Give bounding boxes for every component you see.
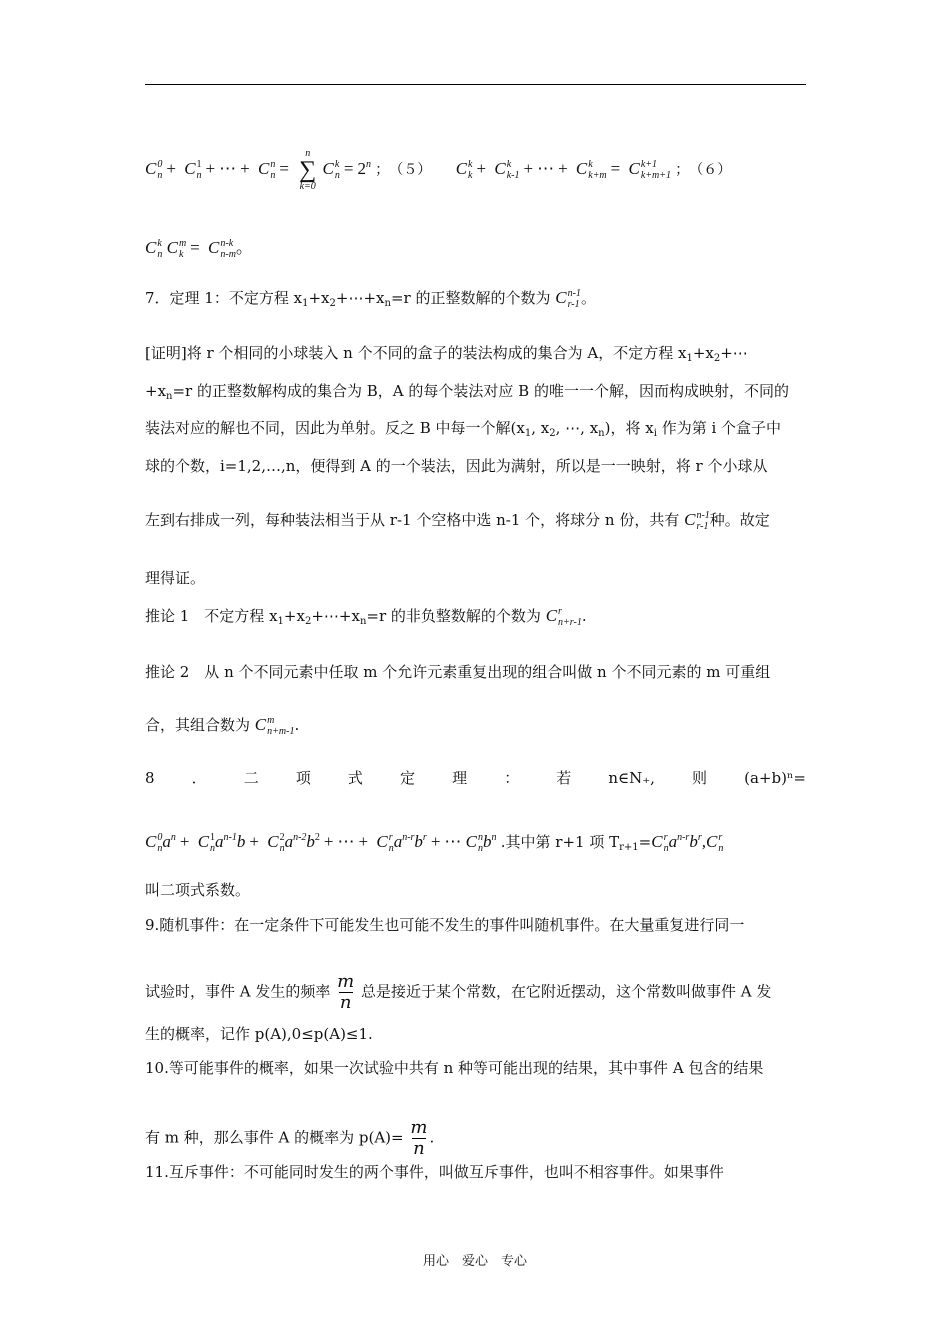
binomial-heading-token: 理 [452, 769, 468, 787]
proof-line-4 [145, 456, 768, 476]
proof-text-3b: 作为第 i 个盒子中 [661, 419, 782, 437]
mutually-exclusive-text: 11.互斥事件：不可能同时发生的两个事件，叫做互斥事件，也叫不相容事件。如果事件 [145, 1163, 724, 1181]
corollary-1-text-b: 的非负整数解的个数为 [390, 607, 541, 625]
corollary-2-text-b: 合，其组合数为 [145, 716, 251, 734]
proof-text-5b: 种。故定 [709, 511, 770, 529]
proof-text-1: [证明]将 r 个相同的小球装入 n 个不同的盒子的装法构成的集合为 A，不定方程 x [145, 344, 687, 362]
proof-text-6: 理得证。 [145, 569, 206, 587]
formula-5-6: C 0 n + C 1 n + ⋯ + C n n = n ∑ k=0 C k n = $2^n$ ； （５） C k k + C k k-1 + ⋯ + C k k+m = C k+1 k+m+1 ； （６） [145, 148, 732, 192]
binomial-heading-token: ． [191, 769, 207, 787]
binomial-theorem-heading [145, 768, 806, 788]
equal-probability-1 [145, 1058, 763, 1078]
random-event-text-2: 试验时，事件 A 发生的频率 [145, 982, 331, 1001]
page-footer: 用心 爱心 专心 [422, 1254, 527, 1269]
binomial-heading-token: (a+b)ⁿ= [744, 769, 806, 787]
random-event-text-3: 总是接近于某个常数，在它附近摆动，这个常数叫做事件 A 发 [361, 982, 772, 1001]
random-event-2: 试验时，事件 A 发生的频率 $\frac{m}{n}$ 总是接近于某个常数，在它附近摆动，这个常数叫做事件 A 发 [145, 971, 772, 1013]
binomial-expansion: C 0 n $a^n + C$ 1 n $a^{n-1}b + C$ 2 n $a^{n-2}b^2$ + ⋯ + C r n $a^{n-r}b^r$ + ⋯ C n n $b^n$ .其中第 r+1 项 $T_{r+1}=C$ r n $a^{n-r}b^r,C$ r n [145, 832, 724, 855]
formula-6-label: ； （６） [675, 162, 732, 178]
random-event-3 [145, 1024, 373, 1044]
binomial-heading-token: 项 [295, 769, 311, 787]
proof-line-3: 装法对应的解也不同，因此为单射。反之 B 中每一个解($x_1$, $x_2$, ⋯, $x_n$)，将 $x_i$ 作为第 i 个盒子中 [145, 419, 782, 439]
binomial-heading-token: 定 [400, 769, 416, 787]
equal-probability-text-2: 有 m 种，那么事件 A 的概率为 p(A)= [145, 1128, 404, 1147]
binomial-term-text: .其中第 r+1 项 T [500, 833, 620, 851]
equal-probability-2: 有 m 种，那么事件 A 的概率为 p(A)= $\frac{m}{n}$ . [145, 1117, 435, 1159]
header-rule [145, 84, 806, 85]
corollary-1-text: 推论 1 不定方程 x [145, 607, 278, 625]
mutually-exclusive [145, 1162, 724, 1182]
binomial-heading-token: ： [504, 769, 520, 787]
binomial-heading-token: 则 [692, 769, 708, 787]
equal-probability-text-1: 10.等可能事件的概率，如果一次试验中共有 n 种等可能出现的结果，其中事件 A 包含的结果 [145, 1059, 764, 1077]
binomial-heading-token: 二 [243, 769, 259, 787]
proof-text-5: 左到右排成一列，每种装法相当于从 r-1 个空格中选 n-1 个，将球分 n 份，共有 [145, 511, 680, 529]
corollary-1: 推论 1 不定方程 $x_1+x_2+\cdots+x_n=r$ 的非负整数解的个数为 C r n+r-1 . [145, 606, 587, 629]
formula-7: C k n C m k = C n-k n-m 。 [145, 238, 253, 261]
formula-7-end: 。 [235, 238, 253, 257]
theorem-1-text-b: 的正整数解的个数为 [415, 289, 551, 307]
corollary-2-text: 推论 2 从 n 个不同元素中任取 m 个允许元素重复出现的组合叫做 n 个不同元素的 m 可重组 [145, 663, 771, 681]
random-event-1 [145, 915, 744, 935]
proof-text-3: 装法对应的解也不同，因此为单射。反之 B 中每一个解(x [145, 419, 525, 437]
random-event-text-4: 生的概率，记作 p(A),0≤p(A)≤1. [145, 1025, 373, 1043]
theorem-1-text: 7．定理 1：不定方程 x [145, 289, 303, 307]
theorem-1-end: 。 [580, 289, 596, 307]
proof-line-5: 左到右排成一列，每种装法相当于从 r-1 个空格中选 n-1 个，将球分 n 份，共有 C n-1 r-1 种。故定 [145, 510, 770, 533]
proof-line-6 [145, 568, 205, 588]
theorem-1: 7．定理 1：不定方程 $x_1+x_2+\cdots+x_n=r$ 的正整数解的个数为 C n-1 r-1 。 [145, 288, 596, 311]
corollary-2-cont: 合，其组合数为 C m n+m-1 . [145, 715, 300, 738]
binomial-heading-token: n∈N₊, [608, 769, 655, 787]
formula-5-label: ； （５） [375, 162, 432, 178]
binomial-heading-token: 式 [347, 769, 363, 787]
binomial-coefficient-note [145, 880, 250, 900]
corollary-2 [145, 662, 770, 682]
proof-line-1: [证明]将 r 个相同的小球装入 n 个不同的盒子的装法构成的集合为 A，不定方程 $x_1+x_2+\cdots$ [145, 344, 748, 364]
proof-text-4: 球的个数，i=1,2,…,n，便得到 A 的一个装法，因此为满射，所以是一一映射，将 r 个小球从 [145, 457, 768, 475]
random-event-text-1: 9.随机事件：在一定条件下可能发生也可能不发生的事件叫随机事件。在大量重复进行同一 [145, 916, 745, 934]
binomial-heading-token: 8 [145, 769, 155, 787]
proof-text-2: 的正整数解构成的集合为 B，A 的每个装法对应 B 的唯一一个解，因而构成映射，不同的 [197, 382, 789, 400]
proof-line-2: $+x_n=r$ 的正整数解构成的集合为 B，A 的每个装法对应 B 的唯一一个解，因而构成映射，不同的 [145, 382, 789, 402]
binomial-heading-token: 若 [556, 769, 572, 787]
binomial-coefficient-text: 叫二项式系数。 [145, 881, 251, 899]
